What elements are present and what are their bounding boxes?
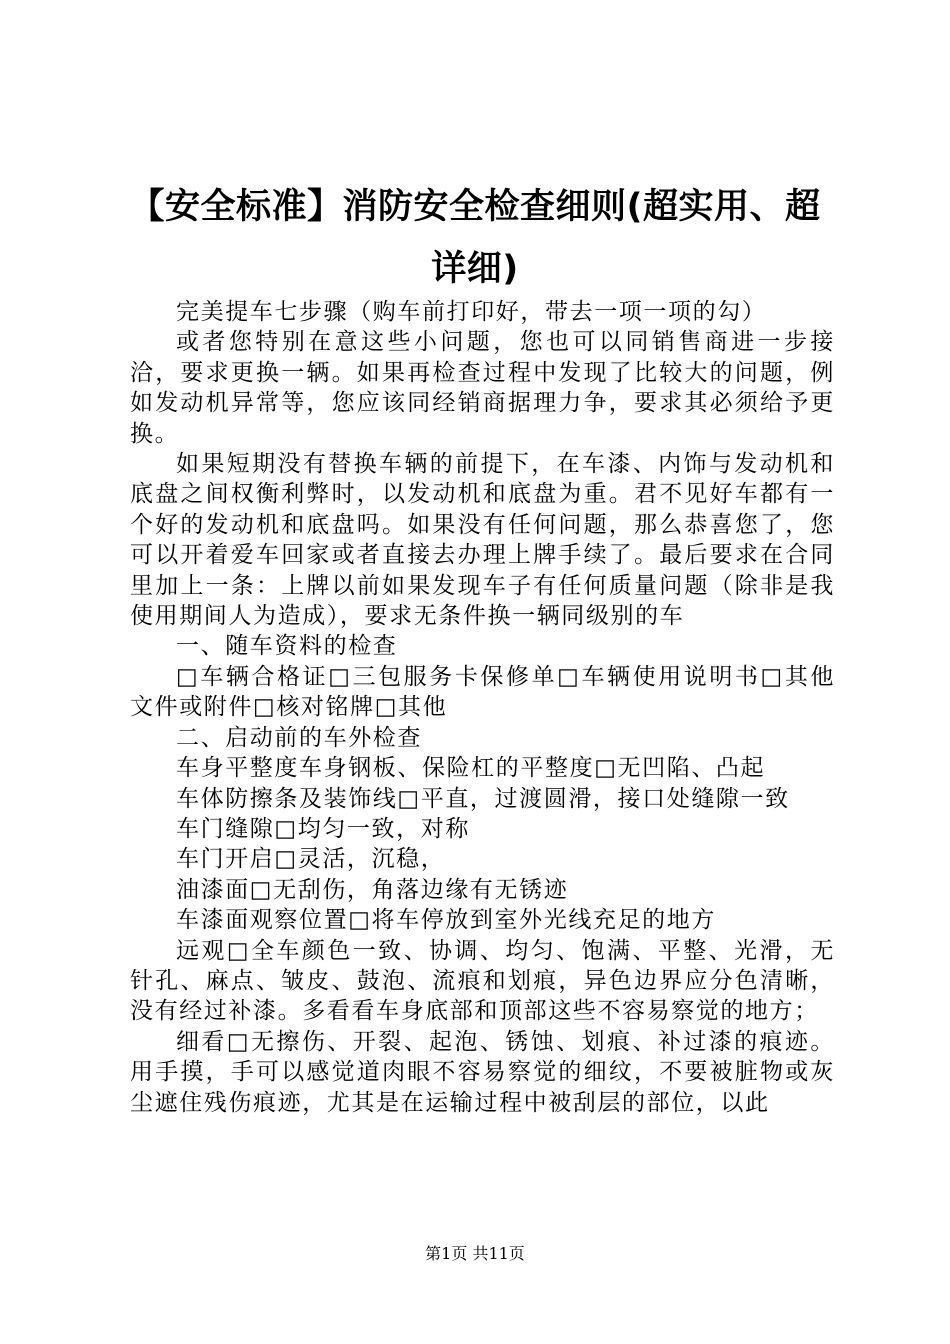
paragraph-engine-chassis: 如果短期没有替换车辆的前提下，在车漆、内饰与发动机和底盘之间权衡利弊时，以发动机和底盘为重。君不见好车都有一个好的发动机和底盘吗。如果没有任何问题，那么恭喜您了，您可以开着爱车回家或者直接去办理上牌手续了。最后要求在合同里加上一条：上牌以前如果发现车子有任何质量问题（除非是我使用期间人为造成），要求无条件换一辆同级别的车 [130,451,835,630]
section-heading-documents: 一、随车资料的检查 [176,633,398,660]
document-title: 【安全标准】消防安全检查细则(超实用、超详细) [129,187,821,289]
paragraph-door-gaps: 车门缝隙□均匀一致，对称 [176,815,470,842]
paragraph-door-opening: 车门开启□灵活，沉稳， [176,846,446,873]
paragraph-observe-position: 车漆面观察位置□将车停放到室外光线充足的地方 [176,907,716,934]
paragraph-intro: 完美提车七步骤（购车前打印好，带去一项一项的勾） [176,299,767,325]
paragraph-close-view: 细看□无擦伤、开裂、起泡、锈蚀、划痕、补过漆的痕迹。用手摸，手可以感觉道肉眼不容易察觉的细纹，不要被脏物或灰尘遮住残伤痕迹，尤其是在运输过程中被刮层的部位，以此 [130,1028,835,1116]
document-body [130,297,835,1118]
page-footer: 第1页 共11页 [425,1244,525,1263]
paragraph-trim-strips: 车体防擦条及装饰线□平直，过渡圆滑，接口处缝隙一致 [176,785,790,812]
paragraph-documents-checklist: □车辆合格证□三包服务卡保修单□车辆使用说明书□其他文件或附件□核对铭牌□其他 [130,663,835,721]
paragraph-paint-surface: 油漆面□无刮伤，角落边缘有无锈迹 [176,876,569,903]
section-heading-exterior: 二、启动前的车外检查 [176,724,422,751]
paragraph-body-flatness: 车身平整度车身钢板、保险杠的平整度□无凹陷、凸起 [176,755,766,782]
paragraph-far-view: 远观□全车颜色一致、协调、均匀、饱满、平整、光滑，无针孔、麻点、皱皮、鼓泡、流痕和划痕，异色边界应分色清晰，没有经过补漆。多看看车身底部和顶部这些不容易察觉的地方； [130,937,835,1025]
paragraph-replace-request: 或者您特别在意这些小问题，您也可以同销售商进一步接洽，要求更换一辆。如果再检查过程中发现了比较大的问题，例如发动机异常等，您应该同经销商据理力争，要求其必须给予更换。 [130,329,835,447]
